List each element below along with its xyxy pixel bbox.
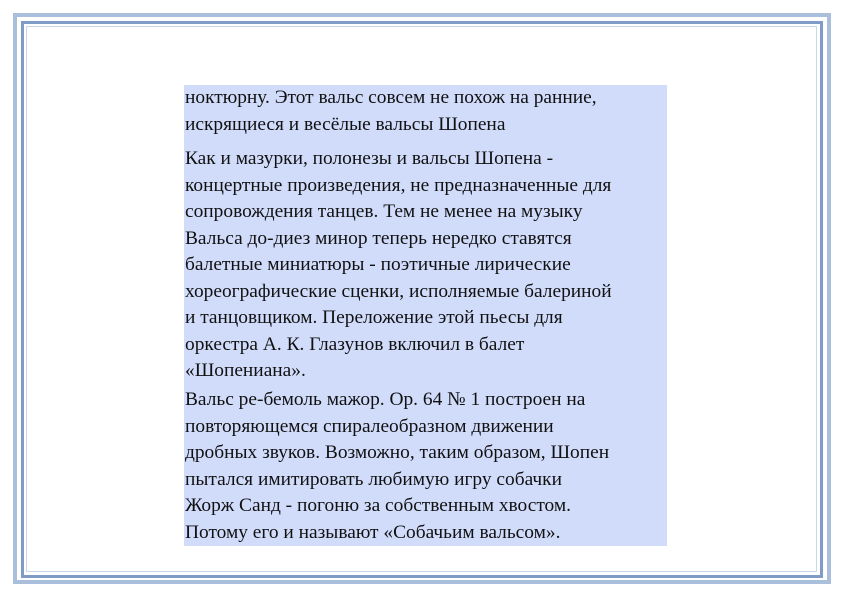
paragraph-nocturne-continuation: ноктюрну. Этот вальс совсем не похож на ранние, искрящиеся и весёлые вальсы Шопена <box>185 87 597 135</box>
paragraph-minute-waltz: Вальс ре-бемоль мажор. Op. 64 № 1 построен на повторяющемся спиралеобразном движении дробных звуков. Возможно, таким образом, Шопен пытался имитировать любимую игру собачки Жорж Санд - погоню за собственным хвостом. Потому его и называют «Собачьим вальсом». <box>185 389 610 543</box>
text-block <box>184 85 667 546</box>
paragraph-waltz-c-sharp-minor: Как и мазурки, полонезы и вальсы Шопена - концертные произведения, не предназначенные для сопровождения танцев. Тем не менее на музыку Вальса до-диез минор теперь нередко ставятся балетные миниатюры - поэтичные лирические хореографические сценки, исполняемые балериной и танцовщиком. Переложение этой пьесы для оркестра А. К. Глазунов включил в балет «Шопениана». <box>185 148 612 381</box>
